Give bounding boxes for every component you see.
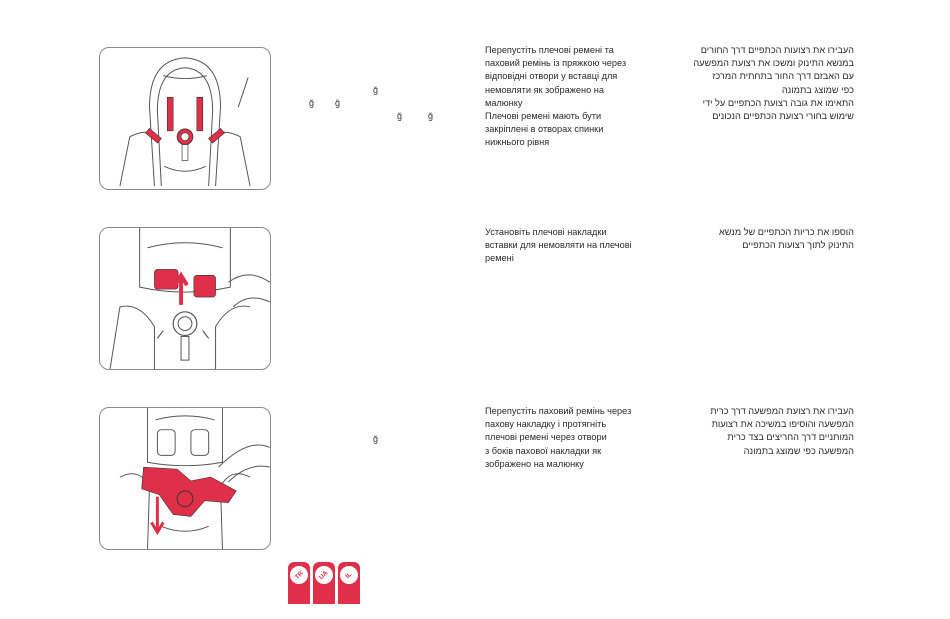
seat-outline bbox=[120, 58, 250, 186]
step-1-text-he: העבירו את רצועות הכתפיים דרך החורים במנשא התינוק ומשכו את רצועת המפשעה עם האבזם דרך החור בתחתית המרכז כפי שמוצג בתמונה התאימו את גובה רצועת הכתפיים על ידי שימוש בחורי רצועת הכתפיים הנכונים bbox=[693, 45, 854, 122]
step-2-text-he: הוספו את כריות הכתפיים של מנשא התינוק לתוך רצועות הכתפיים bbox=[718, 227, 854, 251]
stray-glyph: ğ bbox=[397, 111, 403, 121]
stray-glyph: ğ bbox=[335, 98, 341, 108]
language-tab-label: UA bbox=[318, 569, 330, 581]
arrow-up-icon bbox=[175, 275, 187, 305]
seat-outline bbox=[110, 228, 270, 369]
shoulder-pad-illustration bbox=[100, 228, 270, 369]
step-3-text-he: העבירו את רצועת המפשעה דרך כרית המפשעה והוסיפו במשיכה את רצועות המותניים דרך החריצים בצד כרית המפשעה כפי שמוצג בתמונה bbox=[710, 406, 854, 456]
language-tab-ua[interactable] bbox=[313, 562, 335, 604]
stray-glyph: ğ bbox=[373, 85, 379, 95]
language-tabs bbox=[288, 562, 362, 604]
language-tab-il[interactable] bbox=[338, 562, 360, 604]
language-tab-tr[interactable] bbox=[288, 562, 310, 604]
buckle-icon bbox=[173, 312, 197, 336]
crotch-pad-illustration bbox=[100, 408, 270, 549]
stray-glyph: ğ bbox=[373, 434, 379, 444]
arrow-down-icon bbox=[151, 497, 163, 532]
stray-glyph: ğ bbox=[428, 111, 434, 121]
language-tab-label: IL bbox=[344, 570, 354, 580]
step-1-text-ua: Перепустіть плечові ремені та паховий ремінь із пряжкою через відповідні отвори у вставці для немовляти як зображено на малюнку Плечові ремені мають бути закріплені в отворах спинки нижнього рівня bbox=[485, 45, 627, 148]
step-3-text-ua: Перепустіть паховий ремінь через пахову накладку і протягніть плечові ремені через отвори з боків пахової накладки як зображено на малюнку bbox=[485, 406, 632, 469]
stray-glyph: ğ bbox=[309, 98, 315, 108]
illustration-step-3 bbox=[99, 407, 271, 550]
illustration-step-1 bbox=[99, 47, 271, 190]
language-tab-label: TR bbox=[293, 569, 305, 581]
step-2-text-ua: Установіть плечові накладки вставки для немовляти на плечові ремені bbox=[485, 227, 632, 264]
crotch-strap bbox=[182, 145, 188, 161]
illustration-step-2 bbox=[99, 227, 271, 370]
seat-harness-illustration bbox=[100, 48, 270, 189]
